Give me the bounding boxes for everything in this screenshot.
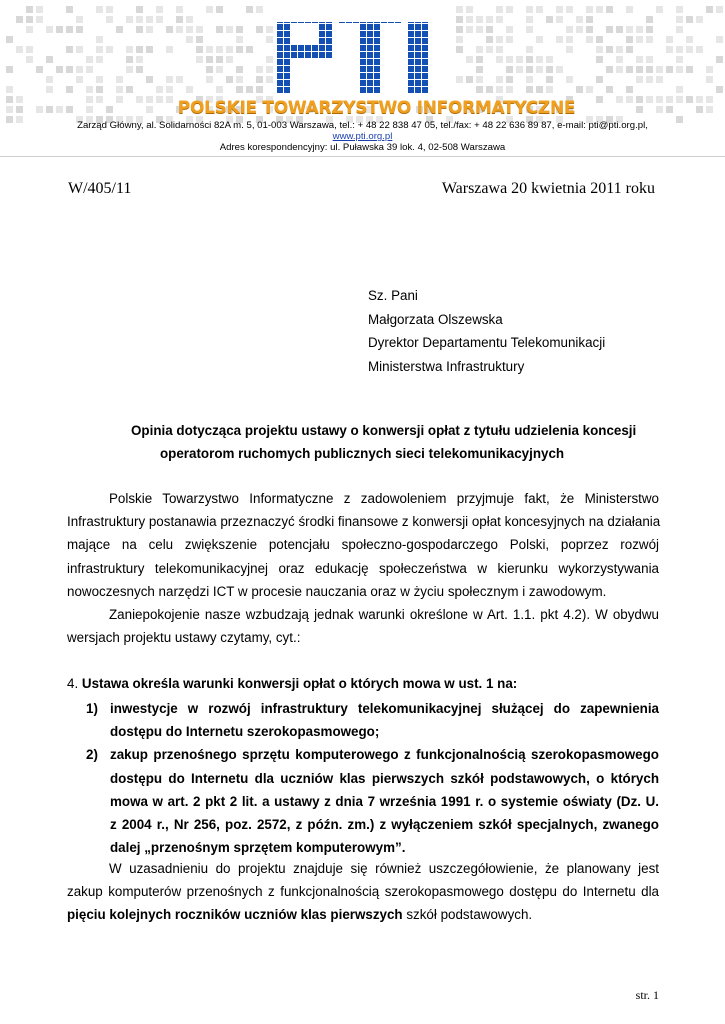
paragraph-intro [67, 487, 659, 603]
organization-name: POLSKIE TOWARZYSTWO INFORMATYCZNE [177, 98, 576, 118]
subject-line: Opinia dotycząca projektu ustawy o konwersji opłat z tytułu udzielenia koncesji [131, 423, 637, 438]
quote-number: 4. [67, 676, 79, 691]
text-line: Zaniepokojenie nasze wzbudzają jednak warunki określone w Art. 1.1. pkt 4.2). W obydwu [109, 607, 659, 622]
paragraph-justification [67, 857, 659, 927]
subject-line: operatorom ruchomych publicznych sieci telekomunikacyjnych [160, 446, 565, 461]
pti-logo [277, 22, 449, 94]
text-line: Polskie Towarzystwo Informatyczne z zadowoleniem przyjmuje fakt, że Ministerstwo [109, 491, 659, 506]
text-line: mowa w art. 2 pkt 2 lit. a ustawy z dnia 7 września 1991 r. o systemie oświaty (Dz. U. [110, 793, 659, 809]
text-line: inwestycje w rozwój infrastruktury telekomunikacyjnej służącej do zapewnienia [110, 701, 659, 716]
text-line: dostępu do Internetu dla uczniów klas pierwszych szkół podstawowych, o których [110, 770, 659, 786]
text-line: W uzasadnieniu do projektu znajduje się również uszczegółowienie, że planowany jest [109, 861, 659, 876]
correspondence-address: Adres korespondencyjny: ul. Puławska 39 lok. 4, 02-508 Warszawa [219, 142, 506, 153]
website-link[interactable]: www.pti.org.pl [332, 131, 393, 142]
text-line [67, 903, 659, 926]
recipient-line: Małgorzata Olszewska [368, 311, 503, 327]
recipient-line: Dyrektor Departamentu Telekomunikacji [368, 335, 606, 350]
recipient-block [368, 284, 605, 378]
text-line: dostępu do Internetu szerokopasmowego; [110, 724, 380, 740]
text-line: zakup przenośnego sprzętu komputerowego z funkcjonalnością szerokopasmowego [110, 747, 659, 763]
quote-heading-text: Ustawa określa warunki konwersji opłat o których mowa w ust. 1 na: [81, 676, 518, 691]
paragraph-concern [67, 603, 659, 649]
recipient-line: Sz. Pani [368, 288, 418, 303]
list-number: 1) [86, 701, 98, 716]
recipient-line: Ministerstwa Infrastruktury [368, 358, 525, 374]
text-fragment: szkół podstawowych. [402, 907, 533, 923]
reference-number: W/405/11 [68, 180, 132, 197]
quote-heading [67, 676, 517, 691]
header-divider [0, 156, 725, 157]
text-line: wersjach projektu ustawy czytamy, cyt.: [67, 630, 301, 646]
text-line: Infrastruktury postanawia przeznaczyć środki finansowe z konwersji opłat koncesyjnych na działania [67, 514, 661, 530]
list-number: 2) [86, 747, 98, 763]
text-line: z 2004 r., Nr 256, poz. 2572, z późn. zm.) z wyłączeniem szkół specjalnych, zwanego [110, 817, 659, 833]
text-line: dalej „przenośnym sprzętem komputerowym”. [110, 840, 406, 856]
page-number: str. 1 [635, 988, 659, 1002]
emphasis-text: pięciu kolejnych roczników uczniów klas pierwszych [67, 907, 403, 923]
quote-list [86, 697, 659, 859]
text-line: mające na celu zwiększenie potencjału społeczno-gospodarczego Polski, poprzez rozwój [67, 537, 659, 553]
list-item [86, 743, 659, 859]
text-line: zakup komputerów przenośnych z funkcjonalnością szerokopasmowego dostępu do Internetu dla [67, 884, 659, 900]
letter-date: Warszawa 20 kwietnia 2011 roku [441, 180, 655, 197]
text-line: nowoczesnych narzędzi ICT w procesie nauczania oraz w życiu społecznym i zawodowym. [67, 583, 607, 599]
address-line: Zarząd Główny, al. Solidarności 82A m. 5, 01-003 Warszawa, tel.: + 48 22 838 47 05, tel./fax: + 48 22 636 89 87, e-mail: pti@pti.org.pl, [77, 120, 648, 131]
list-item [86, 697, 659, 743]
text-line: infrastruktury telekomunikacyjnej oraz edukację społeczeństwa w kierunku wykorzystywania [67, 560, 659, 576]
